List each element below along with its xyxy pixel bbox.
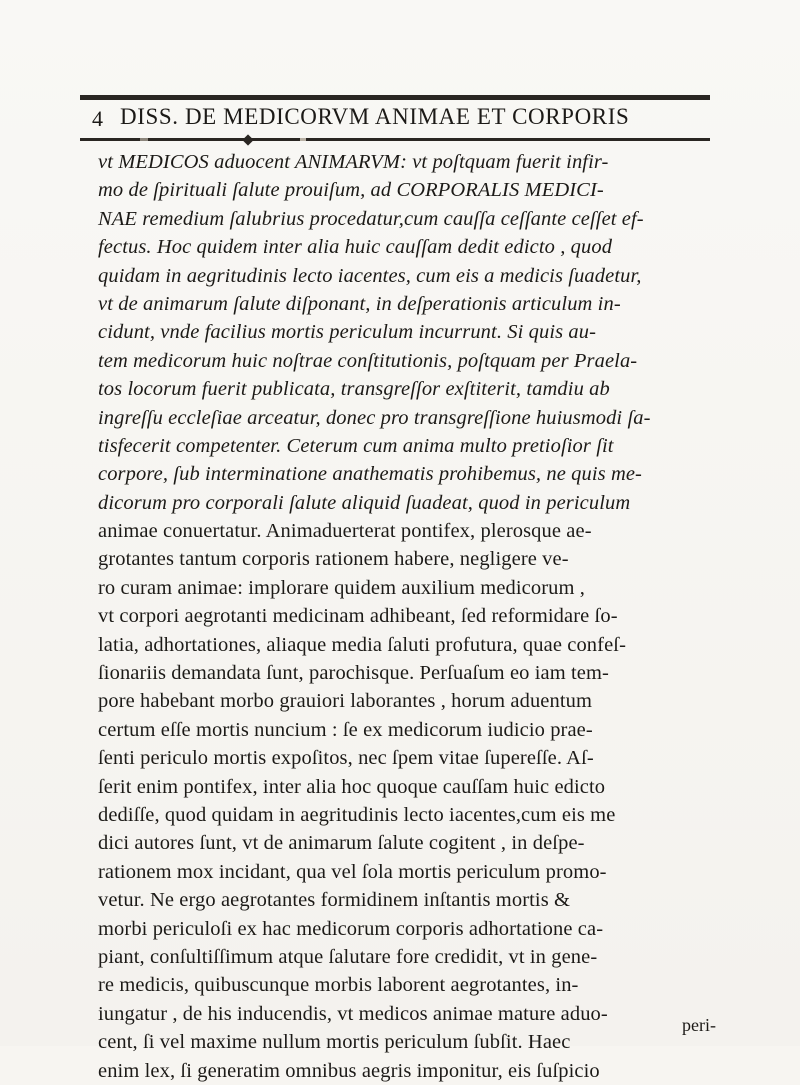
text-line: ro curam animae: implorare quidem auxilium medicorum , <box>98 576 585 599</box>
page-number: 4 <box>92 106 103 131</box>
text-line: re medicis, quibuscunque morbis laborent aegrotantes, in- <box>98 974 579 997</box>
text-line: pore habebant morbo grauiori laborantes , horum aduentum <box>98 690 593 713</box>
header-rule-bottom <box>80 138 710 141</box>
text-line: morbi periculoſi ex hac medicorum corporis adhortatione ca- <box>98 917 604 940</box>
text-line: tem medicorum huic noſtrae conſtitutionis, poſtquam per Praela- <box>98 349 638 372</box>
text-line: latia, adhortationes, aliaque media ſaluti profutura, quae confeſ- <box>98 633 626 656</box>
text-line: dicorum pro corporali ſalute aliquid ſuadeat, quod in periculum <box>98 491 631 514</box>
text-line: enim lex, ſi generatim omnibus aegris imponitur, eis ſuſpicio <box>98 1059 600 1082</box>
text-line: vt MEDICOS aduocent ANIMARVM: vt poſtquam fuerit infir- <box>98 151 609 173</box>
running-head-title: DISS. DE MEDICORVM ANIMAE ET CORPORIS <box>120 104 630 129</box>
text-line: certum eſſe mortis nuncium : ſe ex medicorum iudicio prae- <box>98 718 593 741</box>
rule-ornament <box>242 134 253 145</box>
text-line: ſionariis demandata ſunt, parochisque. Perſuaſum eo iam tem- <box>98 662 609 685</box>
catchword: peri- <box>682 1015 716 1035</box>
text-line: piant, conſultiſſimum atque ſalutare fore credidit, vt in gene- <box>98 945 598 968</box>
text-line: iungatur , de his inducendis, vt medicos animae mature aduo- <box>98 1002 608 1025</box>
text-line: mo de ſpirituali ſalute prouiſum, ad CORPORALIS MEDICI- <box>98 179 604 202</box>
text-line: cidunt, vnde facilius mortis periculum incurrunt. Si quis au- <box>98 321 597 344</box>
body-text <box>98 148 718 1085</box>
text-line: quidam in aegritudinis lecto iacentes, cum eis a medicis ſuadetur, <box>98 264 642 287</box>
text-line: tos locorum fuerit publicata, transgreſſor exſtiterit, tamdiu ab <box>98 378 610 401</box>
text-line: grotantes tantum corporis rationem habere, negligere ve- <box>98 548 569 571</box>
text-line: vt de animarum ſalute diſponant, in deſperationis articulum in- <box>98 292 621 315</box>
text-line: ingreſſu eccleſiae arceatur, donec pro transgreſſione huiusmodi ſa- <box>98 406 651 429</box>
text-line: cent, ſi vel maxime nullum mortis periculum ſubſit. Haec <box>98 1031 571 1054</box>
text-line: vt corpori aegrotanti medicinam adhibeant, ſed reformidare ſo- <box>98 605 618 628</box>
text-line: tisfecerit competenter. Ceterum cum anima multo pretioſior ſit <box>98 434 614 457</box>
text-line: corpore, ſub interminatione anathematis prohibemus, ne quis me- <box>98 463 642 486</box>
text-line: ſerit enim pontifex, inter alia hoc quoque cauſſam huic edicto <box>98 775 606 798</box>
running-header <box>86 96 706 136</box>
text-line: fectus. Hoc quidem inter alia huic cauſſam dedit edicto , quod <box>98 236 613 259</box>
text-line: ſenti periculo mortis expoſitos, nec ſpem vitae ſupereſſe. Aſ- <box>98 747 594 770</box>
text-line: NAE remedium ſalubrius procedatur,cum cauſſa ceſſante ceſſet ef- <box>98 207 644 230</box>
text-line: dediſſe, quod quidam in aegritudinis lecto iacentes,cum eis me <box>98 803 616 826</box>
text-line: animae conuertatur. Animaduerterat pontifex, plerosque ae- <box>98 520 592 543</box>
text-line: rationem mox incidant, qua vel ſola mortis periculum promo- <box>98 860 607 883</box>
text-line: vetur. Ne ergo aegrotantes formidinem inſtantis mortis & <box>98 889 571 912</box>
text-line: dici autores ſunt, vt de animarum ſalute cogitent , in deſpe- <box>98 832 585 855</box>
